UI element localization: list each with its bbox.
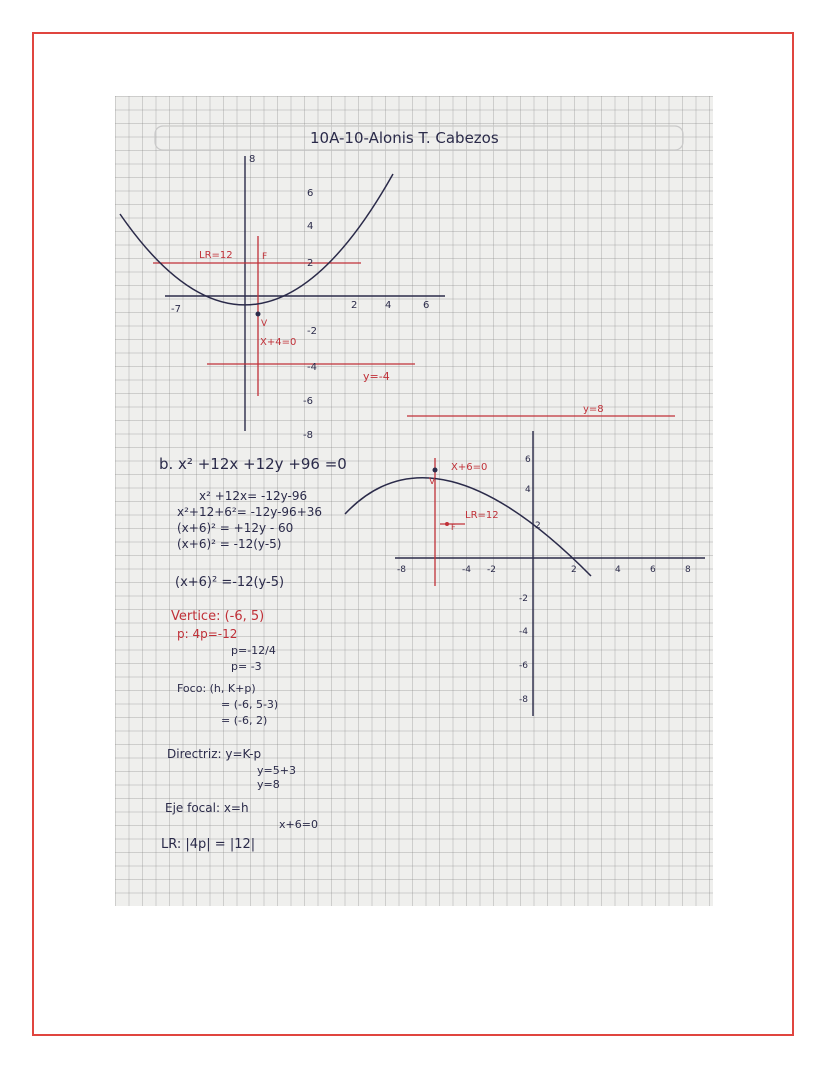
graph2-ytick: 2 (535, 521, 541, 531)
graph2-focus-label: F (451, 523, 456, 532)
p-step: p=-12/4 (231, 644, 276, 657)
focus-step: Foco: (h, K+p) (177, 682, 256, 695)
directrix-step: Directriz: y=K-p (167, 747, 262, 761)
graph1-xtick: 6 (423, 300, 430, 311)
graph2-xtick: 8 (685, 565, 691, 575)
axis-step: x+6=0 (279, 818, 318, 831)
p-step: p: 4p=-12 (177, 627, 238, 641)
vertex-result: Vertice: (-6, 5) (171, 609, 265, 624)
directrix-step: y=8 (257, 778, 280, 791)
graph2-vertex-dot (433, 468, 438, 473)
graph1-ytick: 4 (307, 221, 314, 232)
graph2-ytick: -4 (519, 627, 528, 637)
graph2-xtick: -2 (487, 565, 496, 575)
graph2-directrix-label: y=8 (583, 404, 604, 415)
lr-result: LR: |4p| = |12| (161, 837, 256, 852)
solution-work (159, 455, 347, 852)
axis-step: Eje focal: x=h (165, 801, 249, 815)
graph2-lr-label: LR=12 (465, 510, 499, 521)
graph1-vertex-label: V (261, 319, 268, 329)
graph1-xtick: 2 (351, 300, 358, 311)
page-title: 10A-10-Alonis T. Cabezos (310, 129, 499, 147)
graph-1 (120, 154, 445, 441)
graph1-ytick: -8 (303, 430, 313, 441)
graph1-focus-label: F (262, 252, 268, 262)
graph1-lr-label: LR=12 (199, 250, 233, 261)
solution-step: x² +12x= -12y-96 (199, 489, 308, 503)
solution-step: x²+12+6²= -12y-96+36 (177, 505, 323, 519)
solution-step: (x+6)² =-12(y-5) (175, 575, 285, 590)
graph2-focus-dot (445, 522, 449, 526)
graph1-ytick: -2 (307, 326, 317, 337)
graph1-ytick: -6 (303, 396, 313, 407)
graph2-ytick: -2 (519, 594, 528, 604)
graph1-ytick: -4 (307, 362, 317, 373)
solution-step: (x+6)² = -12(y-5) (177, 537, 282, 551)
focus-step: = (-6, 2) (221, 714, 268, 727)
solution-step: (x+6)² = +12y - 60 (177, 521, 294, 535)
graph1-ytick: 8 (249, 154, 256, 165)
graph1-parabola (120, 174, 393, 305)
handwritten-notes (115, 96, 713, 906)
graph1-ytick: 6 (307, 188, 314, 199)
p-step: p= -3 (231, 660, 262, 673)
graph2-xtick: -8 (397, 565, 406, 575)
graph2-ytick: -6 (519, 661, 528, 671)
focus-step: = (-6, 5-3) (221, 698, 279, 711)
graph2-xtick: -4 (462, 565, 471, 575)
directrix-step: y=5+3 (257, 764, 296, 777)
graph2-vertex-label: V (429, 477, 436, 487)
graph1-xtick: -7 (171, 304, 181, 315)
graph2-ytick: 6 (525, 455, 531, 465)
graph2-xtick: 4 (615, 565, 621, 575)
graph1-xtick: 4 (385, 300, 392, 311)
graph2-ytick: 4 (525, 485, 531, 495)
problem-statement: b. x² +12x +12y +96 =0 (159, 455, 347, 473)
graph2-xtick: 2 (571, 565, 577, 575)
graph2-parabola (345, 478, 591, 576)
graph1-directrix-label: y=-4 (363, 370, 390, 383)
graph1-axis-label: X+4=0 (260, 337, 297, 348)
notebook-page (115, 96, 713, 906)
graph2-ytick: -8 (519, 695, 528, 705)
graph1-ytick: 2 (307, 258, 314, 269)
graph2-axis-label: X+6=0 (451, 462, 488, 473)
graph2-xtick: 6 (650, 565, 656, 575)
graph1-vertex-dot (256, 312, 261, 317)
graph-2 (345, 404, 705, 716)
